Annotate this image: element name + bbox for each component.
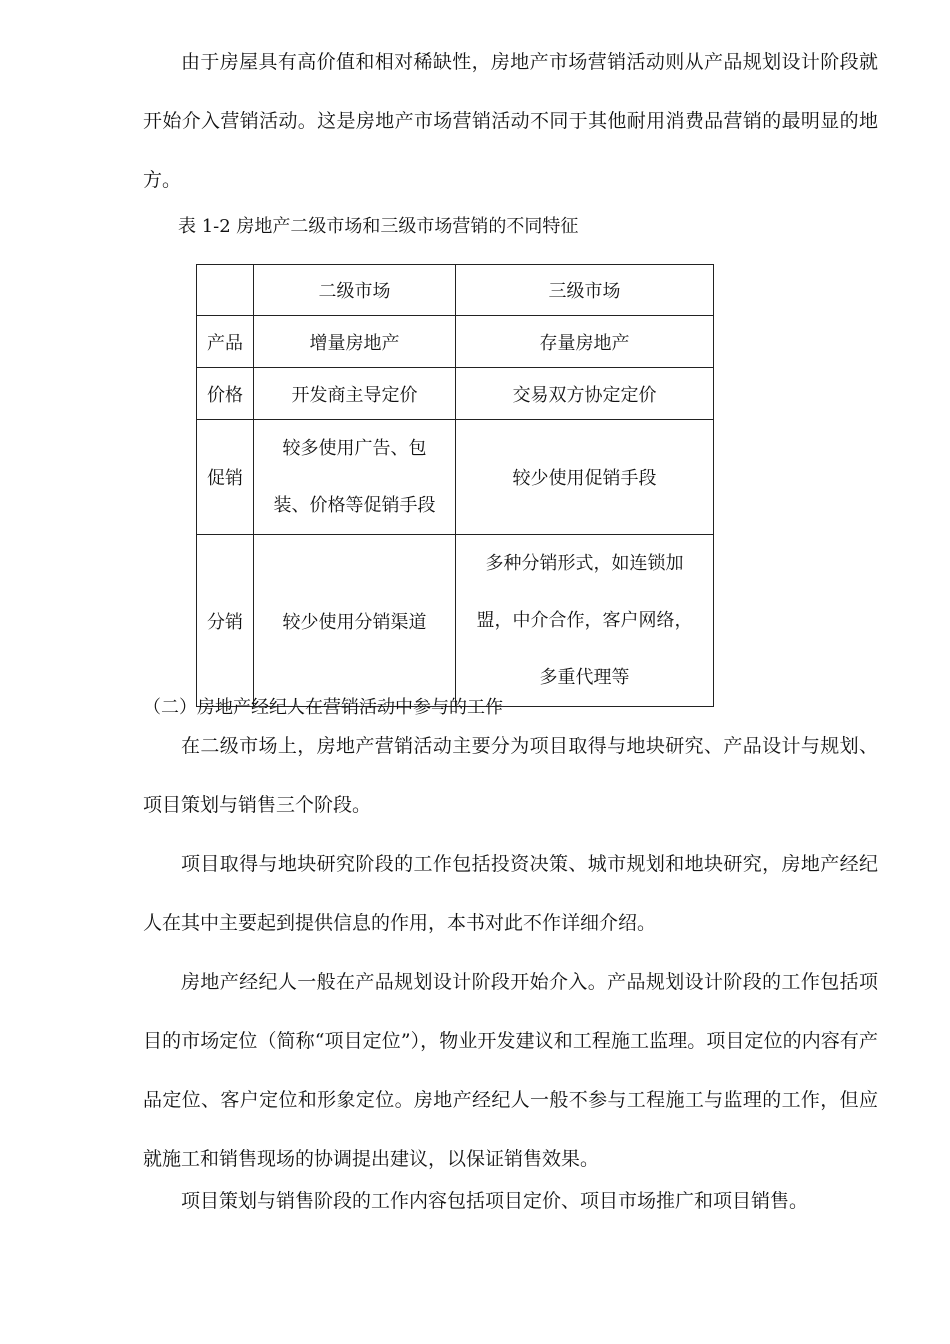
table-caption: 表 1-2 房地产二级市场和三级市场营销的不同特征 bbox=[178, 216, 579, 237]
cell-line: 盟，中介合作，客户网络， bbox=[476, 610, 693, 631]
table-row bbox=[197, 368, 714, 420]
cell-secondary-distribution: 较少使用分销渠道 bbox=[254, 535, 456, 707]
row-label-promotion: 促销 bbox=[197, 420, 254, 535]
table-header-secondary-market: 二级市场 bbox=[254, 265, 456, 316]
table-header-empty bbox=[197, 265, 254, 316]
cell-secondary-promotion bbox=[254, 420, 456, 535]
comparison-table bbox=[196, 264, 714, 707]
cell-line: 装、价格等促销手段 bbox=[273, 495, 436, 516]
section-paragraph-4: 项目策划与销售阶段的工作内容包括项目定价、项目市场推广和项目销售。 bbox=[181, 1190, 809, 1212]
intro-paragraph: 由于房屋具有高价值和相对稀缺性，房地产市场营销活动则从产品规划设计阶段就开始介入营销活动。这是房地产市场营销活动不同于其他耐用消费品营销的最明显的地方。 bbox=[143, 51, 878, 191]
cell-secondary-product: 增量房地产 bbox=[254, 316, 456, 368]
section-paragraph-1: 在二级市场上，房地产营销活动主要分为项目取得与地块研究、产品设计与规划、项目策划与销售三个阶段。 bbox=[143, 735, 878, 816]
row-label-price: 价格 bbox=[197, 368, 254, 420]
cell-line: 多重代理等 bbox=[539, 667, 630, 688]
cell-line: 多种分销形式，如连锁加 bbox=[485, 553, 684, 574]
cell-tertiary-price: 交易双方协定定价 bbox=[456, 368, 714, 420]
section-paragraph-3: 房地产经纪人一般在产品规划设计阶段开始介入。产品规划设计阶段的工作包括项目的市场定位（简称“项目定位”），物业开发建议和工程施工监理。项目定位的内容有产品定位、客户定位和形象定位。房地产经纪人一般不参与工程施工与监理的工作，但应就施工和销售现场的协调提出建议，以保证销售效果。 bbox=[143, 971, 878, 1170]
table-row bbox=[197, 420, 714, 535]
cell-tertiary-distribution bbox=[456, 535, 714, 707]
table-header-tertiary-market: 三级市场 bbox=[456, 265, 714, 316]
section-paragraph-2: 项目取得与地块研究阶段的工作包括投资决策、城市规划和地块研究，房地产经纪人在其中主要起到提供信息的作用，本书对此不作详细介绍。 bbox=[143, 853, 878, 934]
cell-secondary-price: 开发商主导定价 bbox=[254, 368, 456, 420]
cell-tertiary-promotion: 较少使用促销手段 bbox=[456, 420, 714, 535]
table-row bbox=[197, 316, 714, 368]
cell-tertiary-product: 存量房地产 bbox=[456, 316, 714, 368]
table-header-row bbox=[197, 265, 714, 316]
row-label-distribution: 分销 bbox=[197, 535, 254, 707]
row-label-product: 产品 bbox=[197, 316, 254, 368]
table-row bbox=[197, 535, 714, 707]
section-heading: （二）房地产经纪人在营销活动中参与的工作 bbox=[143, 697, 503, 718]
cell-line: 较多使用广告、包 bbox=[282, 438, 427, 459]
